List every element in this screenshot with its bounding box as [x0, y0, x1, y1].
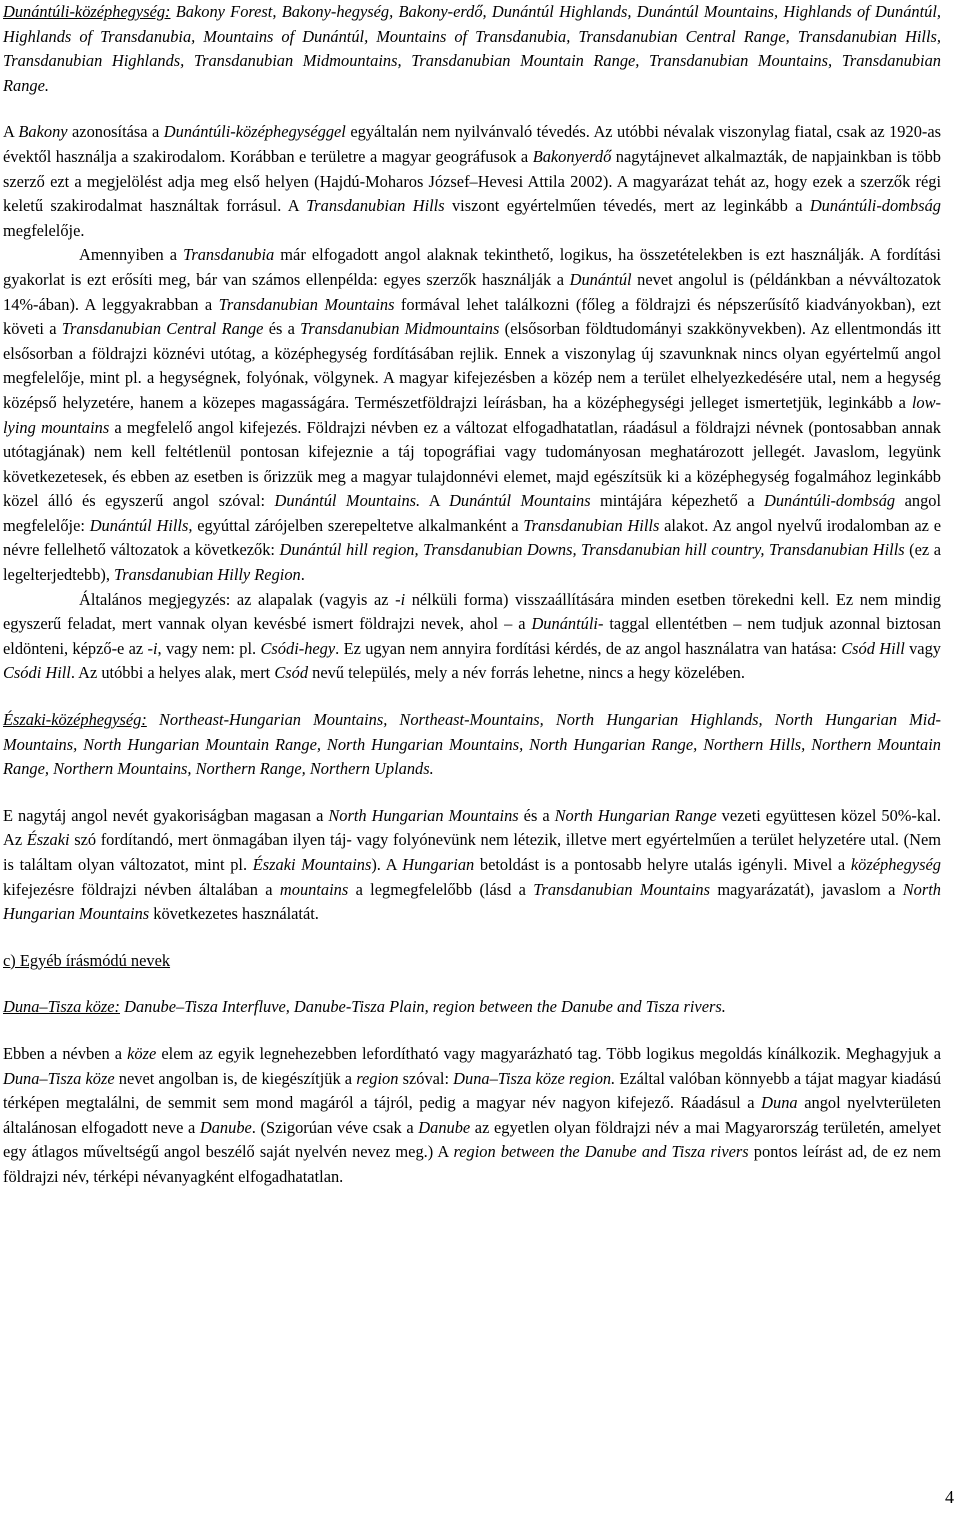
italic-term: Transdanubian Midmountains — [300, 319, 500, 339]
text-run: nevet angolul is (példánkban a névváltozatok 14%-ában). A leggyakrabban a — [3, 269, 941, 314]
italic-term: Dunántúli-dombság — [809, 196, 941, 216]
body-paragraph — [3, 588, 941, 686]
text-run: formával lehet találkozni (főleg a földrajzi és népszerűsítő kiadványokban), ezt követi a — [3, 294, 941, 339]
text-run: Ezáltal valóban könnyebb a tájat magyar kiadású térképen megtalálni, de semmit sem mond magáról a tájról, pedig a magyar név nagyon kifejező. Ráadásul a — [3, 1068, 942, 1113]
italic-term: Csód — [274, 663, 309, 683]
text-run: az egyetlen olyan földrajzi név a mai Magyarország területén, amelyet egy átlagos műveltségű angol beszélő saját nyelvén nevez meg.) A — [3, 1117, 941, 1162]
text-run: megfelelője. — [3, 220, 85, 240]
italic-term: Dunántúli- — [531, 614, 604, 634]
text-run: elem az egyik legnehezebben lefordítható vagy magyarázható tag. Több logikus megoldás kínálkozik. Meghagyjuk a — [156, 1043, 941, 1063]
text-run: ). A — [371, 855, 403, 874]
italic-term: Duna–Tisza köze — [3, 1068, 115, 1088]
text-run: (ez a legelterjedtebb), — [3, 540, 941, 585]
text-run: A — [3, 122, 19, 142]
entry-eszaki-kozephegyseg — [3, 708, 941, 782]
text-run: angol megfelelője: — [3, 491, 942, 535]
italic-term: Transdanubian Hills — [306, 196, 445, 216]
italic-term: North Hungarian Mountains — [3, 879, 941, 924]
page-number: 4 — [945, 1487, 954, 1507]
italic-term: region between the Danube and Tisza rivers — [453, 1142, 749, 1162]
italic-term: Transdanubia — [183, 245, 275, 265]
text-run: egyáltalán nem nyilvánvaló tévedés. Az utóbbi névalak viszonylag fiatal, csak az 1920-as évektől használja a szakirodalom. Korábban e területre a magyar geográfusok a — [3, 122, 942, 166]
italic-term: North Hungarian Mountains — [328, 805, 519, 825]
section-heading-text: c) Egyéb írásmódú nevek — [3, 950, 171, 970]
text-run: mintájára képezhető a — [590, 491, 764, 511]
entry-dunantuli-kozephegyseg — [3, 0, 941, 98]
italic-term: Dunántúl hill region, Transdanubian Downs, Transdanubian hill country, Transdanubian Hills — [279, 540, 905, 560]
paragraph-text — [3, 120, 941, 243]
italic-term: Csódi Hill — [3, 663, 71, 683]
italic-term: region — [356, 1068, 399, 1088]
italic-term: mountains — [279, 879, 349, 899]
italic-term: Dunántúli-középhegységgel — [163, 122, 346, 142]
italic-term: -i — [147, 638, 158, 658]
text-run: egyúttal zárójelben szerepeltetve alkalmanként a — [192, 515, 524, 535]
entry-term: Dunántúli-középhegység: — [3, 2, 171, 21]
text-run: nélküli forma) visszaállítására minden esetben törekedni kell. Ez nem mindig egyszerű feladat, mert vannak olyan kevésbé ismert földrajzi nevek, ahol – a — [3, 589, 942, 634]
paragraph-text — [3, 804, 941, 927]
text-run: és a — [518, 805, 555, 825]
italic-term: Dunántúl Hills, — [89, 515, 193, 535]
italic-term: Danube — [199, 1117, 252, 1137]
text-run: vezeti együttesen közel 50%-kal. Az — [3, 805, 941, 850]
entry-variants: Bakony Forest, Bakony-hegység, Bakony-erdő, Dunántúl Highlands, Dunántúl Mountains, Highlands of Dunántúl, Highlands of Transdanubia, Mountains of Dunántúl, Mountains of Transdanubia, Transdanubian Central Range, Transdanubian Hills, Transdanubian Highlands, Transdanubian Midmountains, Transdanubian Mountain Range, Transdanubian Mountains, Transdanubian Range. — [3, 2, 941, 95]
italic-term: Transdanubian Central Range — [61, 319, 264, 339]
text-run: nevű település, mely a név forrás lehetne, nincs a hegy közelében. — [308, 663, 745, 683]
italic-term: -i — [395, 589, 406, 609]
italic-term: Bakony — [18, 122, 68, 142]
italic-term: Dunántúl Mountains. — [274, 491, 421, 511]
text-run: taggal ellentétben – nem tudjuk azonnal biztosan eldönteni, képző-e az — [3, 614, 941, 658]
text-run: azonosítása a — [67, 122, 164, 142]
text-run: Amennyiben a — [79, 245, 184, 265]
body-paragraph — [3, 804, 941, 927]
italic-term: Duna–Tisza köze region. — [453, 1068, 616, 1088]
entry-term: Északi-középhegység: — [3, 710, 147, 730]
italic-term: Északi — [26, 830, 70, 850]
text-run: . Ez ugyan nem annyira fordítási kérdés, de az angol használatra van hatása: — [335, 638, 842, 658]
text-run: (elsősorban földtudományi szakkönyvekben). Az ellentmondás itt elsősorban a földrajzi köznévi utótag, a középhegység fordításában rejlik. Ennek a viszonylag új szavunknak nincs olyan egyértelmű angol megfelelője, mint pl. a hegységnek, folyónak, völgynek. A magyar kifejezésben a közép nem a terület elhelyezkedésére utal, nem a hegység középső helyzetére, hanem a közepes magasságára. Természetföldrajzi leírásban, ha a középhegységi jelleget ismertetjük, leginkább a — [3, 319, 941, 412]
text-run: A — [420, 491, 450, 511]
body-paragraph — [3, 243, 941, 587]
entry-term: Duna–Tisza köze: — [3, 997, 121, 1017]
italic-term: Dunántúl Mountains — [449, 491, 591, 511]
text-run: a megfelelő angol kifejezés. Földrajzi névben ez a változat elfogadhatatlan, ráadásul a földrajzi névnek (pontosabban annak utótagjának) nem kell feltétlenül pontosan kifejeznie a táj topográfiai vagy tudományosan meghatározott jellegét. Javaslom, legyünk következetesek, és ebben az esetben is őrizzük meg a magyar tulajdonnévi elemet, majd egészítsük ki a középhegység fogalmához leginkább közel álló és egyszerű angol szóval: — [3, 417, 941, 511]
text-run: a legmegfelelőbb (lásd a — [348, 879, 534, 899]
text-run: már elfogadott angol alaknak tekinthető, logikus, ha összetételekben is ezt használják. A fordítási gyakorlat is ezt erősíti meg, bár van számos ellenpélda: egyes szerzők használják a — [3, 245, 941, 289]
italic-term: North Hungarian Range — [554, 805, 717, 825]
italic-term: Danube — [418, 1117, 471, 1137]
italic-term: Északi Mountains — [252, 855, 372, 874]
italic-term: Csód Hill — [841, 638, 905, 658]
text-run: vagy — [904, 638, 941, 658]
italic-term: köze — [127, 1043, 157, 1063]
document-page — [3, 0, 941, 1190]
text-run: kifejezésre földrajzi névben általában a — [3, 879, 280, 899]
text-run: Ebben a névben a — [3, 1043, 128, 1063]
italic-term: low-lying mountains — [3, 392, 941, 437]
text-run: szó fordítandó, mert önmagában ilyen táj- vagy folyónevünk nem létezik, illetve mert egyértelműen a terület helyzetére utal. (Nem is találtam olyan változatot, mint pl. — [3, 830, 941, 874]
paragraph-text — [3, 1042, 941, 1190]
text-run: Általános megjegyzés: az alapalak (vagyis az — [79, 589, 396, 609]
body-paragraph — [3, 120, 941, 243]
entry-duna-tisza-koze — [3, 995, 941, 1020]
text-run: betoldást is a pontosabb helyre utalás igényli. Mivel a — [474, 855, 851, 874]
text-run: következetes használatát. — [149, 904, 319, 924]
section-heading — [3, 949, 941, 974]
italic-term: Bakonyerdő — [532, 146, 612, 166]
text-run: pontos leírást ad, de ez nem földrajzi név, térképi névanyagként elfogadhatatlan. — [3, 1142, 942, 1186]
text-run: angol nyelvterületen általánosan elfogadott neve a — [3, 1093, 941, 1137]
italic-term: Transdanubian Mountains — [533, 879, 710, 899]
text-run: alakot. Az angol nyelvű irodalomban az e névre fellelhető változatok a következők: — [3, 515, 942, 560]
text-run: E nagytáj angol nevét gyakoriságban magasan a — [3, 805, 329, 825]
text-run: . — [300, 565, 305, 585]
paragraph-text — [3, 243, 941, 587]
entry-variants: Danube–Tisza Interfluve, Danube-Tisza Plain, region between the Danube and Tisza rivers. — [124, 997, 726, 1017]
italic-term: Dunántúli-dombság — [764, 491, 896, 511]
text-run: viszont egyértelműen tévedés, mert az leginkább a — [444, 196, 810, 216]
text-run: . (Szigorúan véve csak a — [251, 1117, 419, 1137]
italic-term: Transdanubian Hills — [523, 515, 660, 535]
text-run: és a — [263, 319, 301, 339]
paragraph-text — [3, 588, 941, 686]
text-run: . Az utóbbi a helyes alak, mert — [70, 663, 275, 683]
italic-term: Hungarian — [402, 855, 475, 874]
text-run: nevet angolban is, de kiegészítjük a — [114, 1068, 357, 1088]
italic-term: Csódi-hegy — [260, 638, 336, 658]
text-run: szóval: — [398, 1068, 454, 1088]
italic-term: Dunántúl — [569, 269, 632, 289]
body-paragraph — [3, 1042, 941, 1190]
italic-term: középhegység — [850, 855, 941, 874]
entry-variants: Northeast-Hungarian Mountains, Northeast-Mountains, North Hungarian Highlands, North Hungarian Mid-Mountains, North Hungarian Mountain Range, North Hungarian Mountains, North Hungarian Range, Northern Hills, Northern Mountain Range, Northern Mountains, Northern Range, Northern Uplands. — [3, 710, 941, 779]
text-run: nagytájnevet alkalmazták, de napjainkban is több szerző ezt a megjelölést adja meg első helyen (Hajdú-Moharos József–Hevesi Attila 2002). A magyarázat tehát az, hogy ezek a szerzők régi keletű szakirodalmat használtak forrásul. A — [3, 146, 942, 216]
italic-term: Duna — [761, 1093, 798, 1113]
text-run: , vagy nem: pl. — [157, 638, 261, 658]
italic-term: Transdanubian Hilly Region — [114, 565, 301, 585]
text-run: magyarázatát), javaslom a — [710, 879, 903, 899]
italic-term: Transdanubian Mountains — [218, 294, 395, 314]
